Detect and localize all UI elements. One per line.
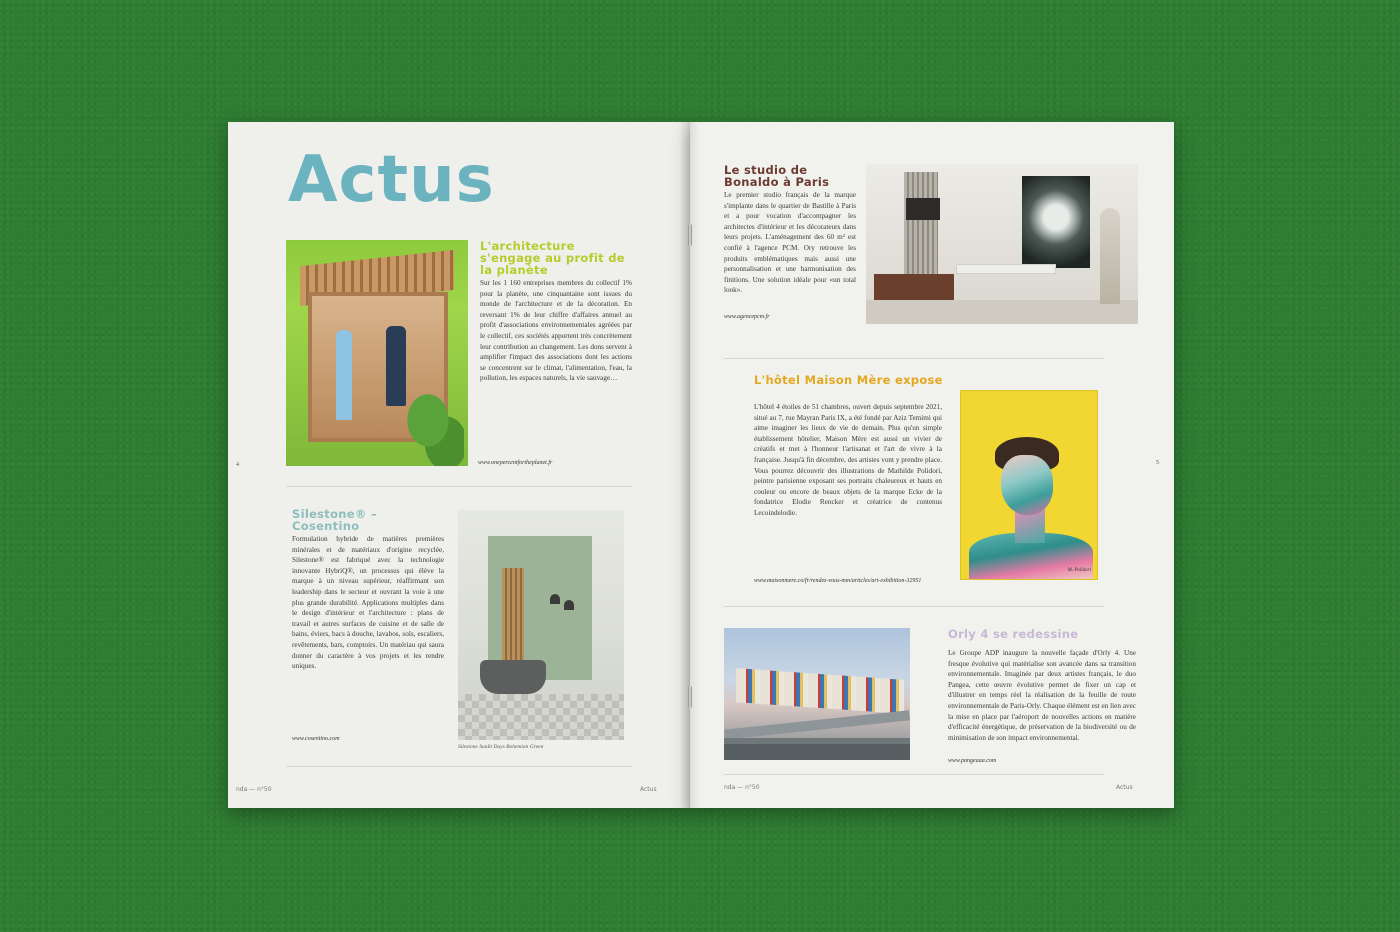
portrait-artwork [960,390,1098,580]
article-headline: L'architecture s'engage au profit de la planète [480,239,625,277]
article-headline: Silestone® – Cosentino [292,507,378,533]
photo-caption: Silestone Sunlit Days Bohemian Green [458,744,544,750]
article-body: L'hôtel 4 étoiles de 51 chambres, ouvert depuis septembre 2021, situé au 7, rue Mayran Paris IX, a été fondé par Aziz Temimi qui aime imaginer les lieux de vie de demain. Plus qu'un simple établissement hôtelier, Maison Mère est aussi un vivier de créatifs et met à l'honneur l'artisanat et l'art de vivre à la française. Jusqu'à fin décembre, des artistes vont y prendre place. Vous pourrez découvrir des illustrations de Mathilde Polidori, peintre parisienne exposant ses portraits chaleureux et hauts en couleur ou encore de beaux objets de la marque Ecke de la fondatrice Elodie Rencker et créatrice de contenus Lecoindelodie. [754,403,942,517]
article-url[interactable]: www.onepercentfortheplanet.fr [478,460,553,466]
article-body: Sur les 1 160 entreprises membres du collectif 1% pour la planète, une cinquantaine sont issues du monde de l'architecture et de la décoration. En reversant 1% de leur chiffre d'affaires annuel au profit d'associations environnementales agréées par le collectif, ces sociétés apportent très concrètement leur contribution au changement. Les dons servent à amplifier l'impact des associations dont les actions se concentrent sur le climat, l'alimentation, l'eau, la pollution, les espaces naturels, la vie sauvage… [480,279,632,383]
page-number: 4 [236,462,239,468]
footer-section: Actus [640,786,657,793]
staple [688,686,692,708]
bathroom-photo [458,510,624,740]
article-url[interactable]: www.cosentino.com [292,736,340,742]
right-page [690,122,1174,808]
left-page [228,122,690,808]
article-body: Le premier studio français de la marque s'implante dans le quartier de Bastille à Paris et a pour vocation d'accompagner les architectes d'intérieur et les décorateurs dans leurs projets. L'aménagement des 60 m² est confié à l'agence PCM. Ory retrouve les produits emblématiques mais aussi une personnalisation et une harmonisation des finitions. Une solution idéale pour «un total look». [724,191,856,295]
footer-issue: nda — n°50 [236,786,272,793]
article-url[interactable]: www.pangeaaa.com [948,758,997,764]
page-number: 5 [1156,460,1159,466]
pavilion-photo [286,240,468,466]
footer-section: Actus [1116,784,1133,791]
article-body: Le Groupe ADP inaugure la nouvelle façade d'Orly 4. Une fresque évolutive qui matérialise son avancée dans sa transition environnementale. Imaginée par deux artistes français, le duo Pangea, cette œuvre évolutive permet de fixer un cap et d'illustrer en temps réel la réalisation de la feuille de route environnementale de Paris-Orly. Chaque élément est en lien avec la mise en place par l'aéroport de nouvelles actions en matière d'efficacité énergétique, de préservation de la biodiversité ou de minimisation de son impact environnemental. [948,649,1136,742]
section-title: Actus [288,143,495,217]
article-url[interactable]: www.agencepcm.fr [724,314,770,320]
divider [286,486,632,487]
footer-issue: nda — n°50 [724,784,760,791]
article-headline: Le studio de Bonaldo à Paris [724,163,830,189]
article-url[interactable]: www.maisonmere.co/fr/rendez-vous-mm/articles/art-exhibition-32951 [754,578,922,584]
article-body: Formulation hybride de matières premières minérales et de matériaux d'origine recyclée, Silestone® est fabriqué avec la technologie innovante HybriQ®, un processus qui élève la marque à un niveau supérieur, réaffirmant son leadership dans le secteur et ouvrant la voie à une plus grande durabilité. Applications multiples dans le design d'intérieur et l'architecture : plans de travail et autres surfaces de cuisine et de salle de bains, éviers, bacs à douche, lavabos, sols, escaliers, revêtements, bars, comptoirs. Un matériau qui saura donner du caractère à vos projets et les rendre uniques. [292,535,444,671]
orly-terminal-photo [724,628,910,760]
divider [724,606,1104,607]
article-headline: Orly 4 se redessine [948,627,1079,641]
article-headline: L'hôtel Maison Mère expose [754,373,943,387]
divider [286,766,632,767]
divider [724,774,1104,775]
artwork-signature: M. Polidori [1067,568,1091,573]
divider [724,358,1104,359]
showroom-photo [866,164,1138,324]
staple [688,224,692,246]
